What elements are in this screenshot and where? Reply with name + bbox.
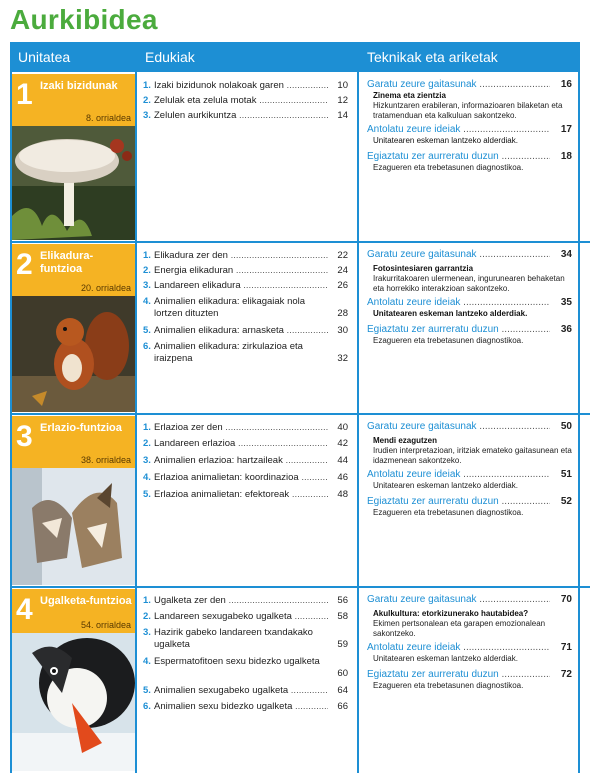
tech-item[interactable] <box>367 323 572 336</box>
item-title: Erlazioa animalietan: koordinazioa ..... <box>154 472 328 484</box>
item-page: 14 <box>337 110 348 121</box>
item-number: 3. <box>143 110 151 121</box>
squirrel-image <box>12 296 135 412</box>
item-page: 24 <box>337 265 348 276</box>
item-title: Landareen elikadura ..... <box>154 280 328 292</box>
item-number: 4. <box>143 656 151 667</box>
unit-name: Ugalketa-funtzioa <box>40 595 132 607</box>
item-page: 12 <box>337 95 348 106</box>
item-title: Zelulak eta zelula motak ..... <box>154 95 328 107</box>
header-tech: Teknikak eta ariketak <box>359 42 580 72</box>
item-title: Animalien elikadura: elikagaiak nola lortzen dituzten <box>154 296 306 319</box>
tech-subtitle: Fotosintesiaren garrantzia <box>373 264 474 273</box>
tech-page: 72 <box>560 669 572 680</box>
item-title: Landareen sexugabeko ugalketa ..... <box>154 611 328 623</box>
content-item[interactable] <box>143 455 348 467</box>
unit-2-tech <box>367 248 572 348</box>
unit-number: 2 <box>16 248 33 281</box>
item-number: 2. <box>143 611 151 622</box>
item-number: 2. <box>143 438 151 449</box>
tech-item[interactable] <box>367 150 572 163</box>
content-item[interactable] <box>143 611 348 623</box>
content-item[interactable] <box>143 422 348 434</box>
tech-page: 71 <box>560 642 572 653</box>
tech-description: Ezagueren eta trebetasunen diagnostikoa. <box>373 336 524 345</box>
content-item[interactable] <box>143 656 348 680</box>
tech-title: Antolatu zeure ideiak ..... <box>367 296 550 309</box>
unit-page: 8. orrialdea <box>85 113 131 123</box>
item-number: 1. <box>143 595 151 606</box>
tech-description: Unitatearen eskeman lantzeko alderdiak. <box>373 481 518 490</box>
tech-page: 51 <box>560 469 572 480</box>
item-page: 56 <box>337 595 348 606</box>
tech-description: Ezagueren eta trebetasunen diagnostikoa. <box>373 681 524 690</box>
content-item[interactable] <box>143 627 348 651</box>
item-number: 1. <box>143 250 151 261</box>
tech-item[interactable] <box>367 248 572 261</box>
content-item[interactable] <box>143 296 348 320</box>
unit-number: 4 <box>16 593 33 626</box>
tech-subtitle: Mendi ezagutzen <box>373 436 438 445</box>
tech-title: Garatu zeure gaitasunak ..... <box>367 248 550 261</box>
item-title: Animalien sexu bidezko ugalketa ..... <box>154 701 328 713</box>
tech-item[interactable] <box>367 78 572 91</box>
content-item[interactable] <box>143 595 348 607</box>
tech-item[interactable] <box>367 420 572 433</box>
tech-title: Egiaztatu zer aurreratu duzun ..... <box>367 150 550 163</box>
wolves-image <box>12 468 135 585</box>
unit-header-4[interactable] <box>12 589 135 633</box>
unit-name: Erlazio-funtzioa <box>40 422 122 434</box>
tech-description: Unitatearen eskeman lantzeko alderdiak. <box>373 654 518 663</box>
tech-title: Garatu zeure gaitasunak ..... <box>367 78 550 91</box>
item-page: 22 <box>337 250 348 261</box>
item-page: 30 <box>337 325 348 336</box>
item-number: 1. <box>143 80 151 91</box>
row-divider <box>10 241 590 243</box>
unit-3-tech <box>367 420 572 520</box>
tech-subtitle: Unitatearen eskeman lantzeko alderdiak. <box>373 309 528 318</box>
item-number: 4. <box>143 296 151 307</box>
tech-subtitle: Unitatearen eskeman lantzeko alderdiak. <box>373 136 518 145</box>
unit-number: 3 <box>16 420 33 453</box>
content-item[interactable] <box>143 489 348 501</box>
item-page: 66 <box>337 701 348 712</box>
item-title: Erlazioa zer den ..... <box>154 422 328 434</box>
tech-item[interactable] <box>367 123 572 136</box>
item-number: 3. <box>143 455 151 466</box>
column-divider <box>135 42 137 773</box>
content-item[interactable] <box>143 472 348 484</box>
column-divider <box>578 42 580 773</box>
unit-header-3[interactable] <box>12 416 135 468</box>
header-content: Edukiak <box>137 42 357 72</box>
item-page: 40 <box>337 422 348 433</box>
unit-page: 38. orrialdea <box>80 455 131 465</box>
content-item[interactable] <box>143 341 348 365</box>
tech-page: 50 <box>560 421 572 432</box>
unit-name: Izaki bizidunak <box>40 80 118 92</box>
item-title: Espermatofitoen sexu bidezko ugalketa <box>154 656 320 667</box>
content-item[interactable] <box>143 265 348 277</box>
item-title: Animalien erlazioa: hartzaileak ..... <box>154 455 328 467</box>
tech-description: Irakurritakoaren ulermenean, ingurunearen behaketan eta horrekiko interakzioan sakontzeko. <box>373 274 565 293</box>
unit-page: 54. orrialdea <box>80 620 131 630</box>
content-item[interactable] <box>143 280 348 292</box>
tech-title: Egiaztatu zer aurreratu duzun ..... <box>367 668 550 681</box>
tech-item[interactable] <box>367 668 572 681</box>
content-item[interactable] <box>143 685 348 697</box>
item-page: 60 <box>337 668 348 679</box>
content-item[interactable] <box>143 95 348 107</box>
penguin-image <box>12 633 135 771</box>
item-page: 28 <box>337 308 348 319</box>
item-page: 58 <box>337 611 348 622</box>
item-page: 44 <box>337 455 348 466</box>
item-title: Animalien elikadura: arnasketa ..... <box>154 325 328 337</box>
tech-item[interactable] <box>367 495 572 508</box>
content-item[interactable] <box>143 110 348 122</box>
item-number: 3. <box>143 627 151 638</box>
tech-description: Ezagueren eta trebetasunen diagnostikoa. <box>373 163 524 172</box>
item-number: 5. <box>143 489 151 500</box>
item-title: Energia elikaduran ..... <box>154 265 328 277</box>
unit-4-tech <box>367 593 572 693</box>
item-title: Zelulen aurkikuntza ..... <box>154 110 328 122</box>
tech-item[interactable] <box>367 296 572 309</box>
tech-subtitle: Akulkultura: etorkizunerako hautabidea? <box>373 609 529 618</box>
tech-page: 36 <box>560 324 572 335</box>
item-page: 10 <box>337 80 348 91</box>
content-item[interactable] <box>143 250 348 262</box>
page-title: Aurkibidea <box>10 4 158 35</box>
tech-description: Ezagueren eta trebetasunen diagnostikoa. <box>373 508 524 517</box>
item-title: Izaki bizidunok nolakoak garen ..... <box>154 80 328 92</box>
item-number: 5. <box>143 685 151 696</box>
unit-number: 1 <box>16 78 33 111</box>
column-divider <box>357 42 359 773</box>
unit-header-1[interactable] <box>12 74 135 126</box>
item-title: Hazirik gabeko landareen txandakako ugalketa <box>154 627 313 650</box>
item-number: 3. <box>143 280 151 291</box>
item-number: 6. <box>143 341 151 352</box>
tech-title: Garatu zeure gaitasunak ..... <box>367 420 550 433</box>
tech-title: Antolatu zeure ideiak ..... <box>367 468 550 481</box>
item-title: Elikadura zer den ..... <box>154 250 328 262</box>
item-page: 64 <box>337 685 348 696</box>
tech-title: Egiaztatu zer aurreratu duzun ..... <box>367 495 550 508</box>
item-number: 4. <box>143 472 151 483</box>
tech-item[interactable] <box>367 468 572 481</box>
tech-item[interactable] <box>367 641 572 654</box>
row-divider <box>10 413 590 415</box>
content-item[interactable] <box>143 701 348 713</box>
mushroom-image <box>12 126 135 240</box>
tech-title: Egiaztatu zer aurreratu duzun ..... <box>367 323 550 336</box>
tech-description: Irudien interpretazioan, iritziak emateko gaitasunean eta idazmenean sakontzeko. <box>373 446 572 465</box>
tech-page: 52 <box>560 496 572 507</box>
item-title: Animalien elikadura: zirkulazioa eta iraizpena <box>154 341 303 364</box>
header-unit: Unitatea <box>10 42 135 72</box>
tech-page: 16 <box>560 79 572 90</box>
item-number: 2. <box>143 95 151 106</box>
tech-title: Garatu zeure gaitasunak ..... <box>367 593 550 606</box>
item-number: 6. <box>143 701 151 712</box>
tech-title: Antolatu zeure ideiak ..... <box>367 123 550 136</box>
unit-page: 20. orrialdea <box>80 283 131 293</box>
tech-description: Hizkuntzaren erabileran, informazioaren bilaketan eta tratamenduan eta kalkuluan sakontzeko. <box>373 101 563 120</box>
tech-page: 17 <box>560 124 572 135</box>
item-title: Animalien sexugabeko ugalketa ..... <box>154 685 328 697</box>
tech-item[interactable] <box>367 593 572 606</box>
item-title: Erlazioa animalietan: efektoreak ..... <box>154 489 328 501</box>
item-page: 26 <box>337 280 348 291</box>
tech-page: 70 <box>560 594 572 605</box>
item-number: 1. <box>143 422 151 433</box>
tech-subtitle: Zinema eta zientzia <box>373 91 446 100</box>
item-page: 48 <box>337 489 348 500</box>
tech-page: 18 <box>560 151 572 162</box>
item-number: 2. <box>143 265 151 276</box>
unit-1-tech <box>367 78 572 175</box>
row-divider <box>10 586 590 588</box>
item-page: 42 <box>337 438 348 449</box>
tech-title: Antolatu zeure ideiak ..... <box>367 641 550 654</box>
unit-header-2[interactable] <box>12 244 135 296</box>
content-item[interactable] <box>143 438 348 450</box>
content-item[interactable] <box>143 80 348 92</box>
unit-name: Elikadura-funtzioa <box>40 250 94 275</box>
item-page: 32 <box>337 353 348 364</box>
item-page: 46 <box>337 472 348 483</box>
item-page: 59 <box>337 639 348 650</box>
item-number: 5. <box>143 325 151 336</box>
item-title: Ugalketa zer den ..... <box>154 595 328 607</box>
tech-description: Ekimen pertsonalean eta garapen emozionalean sakontzeko. <box>373 619 546 638</box>
tech-page: 35 <box>560 297 572 308</box>
tech-page: 34 <box>560 249 572 260</box>
item-title: Landareen erlazioa ..... <box>154 438 328 450</box>
content-item[interactable] <box>143 325 348 337</box>
